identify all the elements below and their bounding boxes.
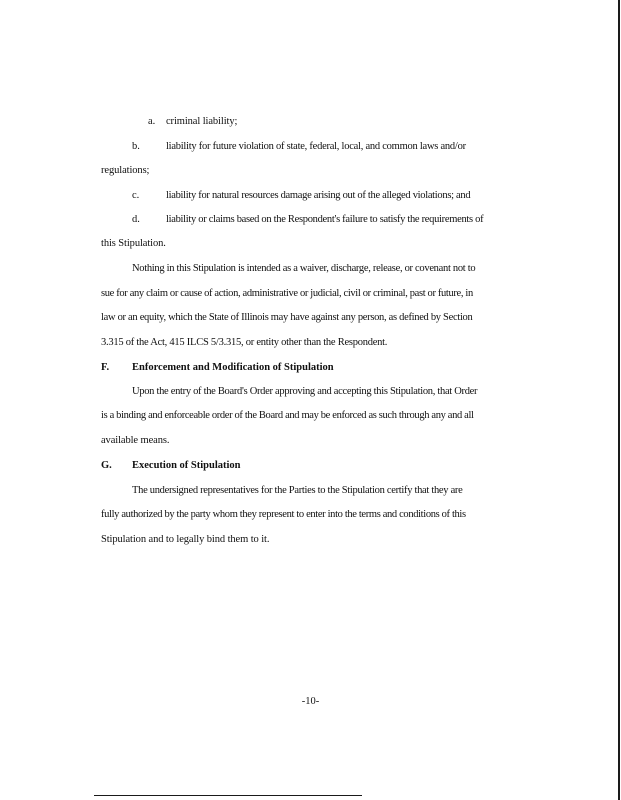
section-g-heading: Execution of Stipulation — [132, 460, 241, 471]
list-item-b-line-2: regulations; — [101, 165, 150, 176]
section-g-line-3: Stipulation and to legally bind them to it. — [101, 534, 270, 545]
section-f-heading: Enforcement and Modification of Stipulation — [132, 362, 334, 373]
list-item-a-line-1: criminal liability; — [166, 116, 238, 127]
section-g-letter: G. — [101, 460, 112, 471]
reservation-paragraph-line-1: Nothing in this Stipulation is intended as a waiver, discharge, release, or covenant not to — [132, 263, 476, 274]
section-f-line-1: Upon the entry of the Board's Order approving and accepting this Stipulation, that Order — [132, 386, 478, 397]
section-f-letter: F. — [101, 362, 110, 373]
list-item-b-line-1: liability for future violation of state, federal, local, and common laws and/or — [166, 141, 466, 152]
scan-bottom-rule — [94, 795, 362, 796]
section-f-line-3: available means. — [101, 435, 170, 446]
reservation-paragraph-line-2: sue for any claim or cause of action, administrative or judicial, civil or criminal, past or future, in — [101, 288, 473, 299]
list-item-d-line-2: this Stipulation. — [101, 238, 166, 249]
reservation-paragraph-line-4: 3.315 of the Act, 415 ILCS 5/3.315, or entity other than the Respondent. — [101, 337, 388, 348]
section-g-line-1: The undersigned representatives for the Parties to the Stipulation certify that they are — [132, 485, 463, 496]
section-f-line-2: is a binding and enforceable order of the Board and may be enforced as such through any and all — [101, 410, 474, 421]
list-marker-d: d. — [132, 214, 140, 225]
list-item-c-line-1: liability for natural resources damage arising out of the alleged violations; and — [166, 190, 471, 201]
list-item-d-line-1: liability or claims based on the Respondent's failure to satisfy the requirements of — [166, 214, 484, 225]
list-marker-c: c. — [132, 190, 140, 201]
page-number: -10- — [301, 696, 320, 707]
reservation-paragraph-line-3: law or an equity, which the State of Illinois may have against any person, as defined by Section — [101, 312, 473, 323]
section-g-line-2: fully authorized by the party whom they represent to enter into the terms and conditions of this — [101, 509, 466, 520]
list-marker-b: b. — [132, 141, 140, 152]
list-marker-a: a. — [148, 116, 156, 127]
scan-border-right — [618, 0, 620, 800]
